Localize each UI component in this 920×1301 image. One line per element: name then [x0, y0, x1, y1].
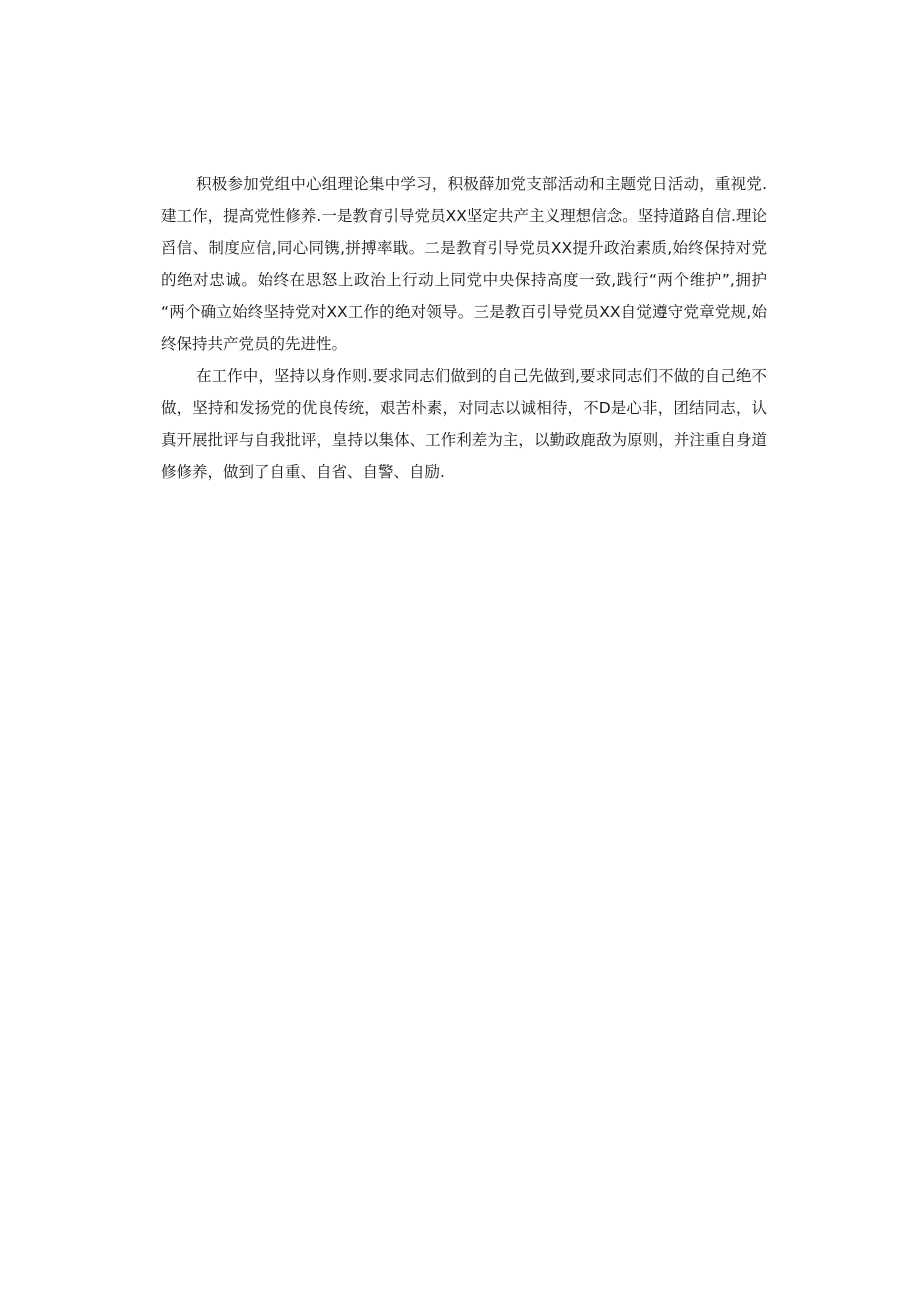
- paragraph-work-conduct: [161, 360, 767, 488]
- text-line: 做，坚持和发扬党的优良传统，艰苦朴素，对同志以诚相待，不D是心非，团结同志，认: [161, 399, 767, 417]
- text-line: 真开展批评与自我批评，皇持以集体、工作利差为主，以勤政鹿敌为原则，并注重自身道: [161, 431, 767, 449]
- text-line: 在工作中，坚持以身作则.要求同志们做到的自己先做到,要求同志们不做的自己绝不: [196, 367, 767, 385]
- paragraph-party-study: [161, 168, 767, 360]
- text-line: 修修养，做到了自重、自省、自警、自励.: [161, 463, 445, 481]
- text-line: “两个确立始终坚持党对XX工作的绝对领导。三是教百引导党员XX自觉遵守党章党规,始: [161, 303, 767, 321]
- document-body: [161, 168, 767, 488]
- text-line: 积极参加党组中心组理论集中学习，积极薛加党支部活动和主题党日活动，重视党.: [196, 175, 767, 193]
- text-line: 终保持共产党员的先进性。: [161, 335, 348, 353]
- text-line: 舀信、制度应信,同心同镌,拼搏率戢。二是教育引导党员XX提升政治素质,始终保持对党: [161, 239, 767, 257]
- text-line: 建工作，提高党性修养.一是教育引导党员XX坚定共产主义理想信念。坚持道路自信.理论: [161, 207, 767, 225]
- text-line: 的绝对忠诚。始终在思怒上政治上行动上同党中央保持高度一致,践行“两个维护”,拥护: [161, 271, 767, 289]
